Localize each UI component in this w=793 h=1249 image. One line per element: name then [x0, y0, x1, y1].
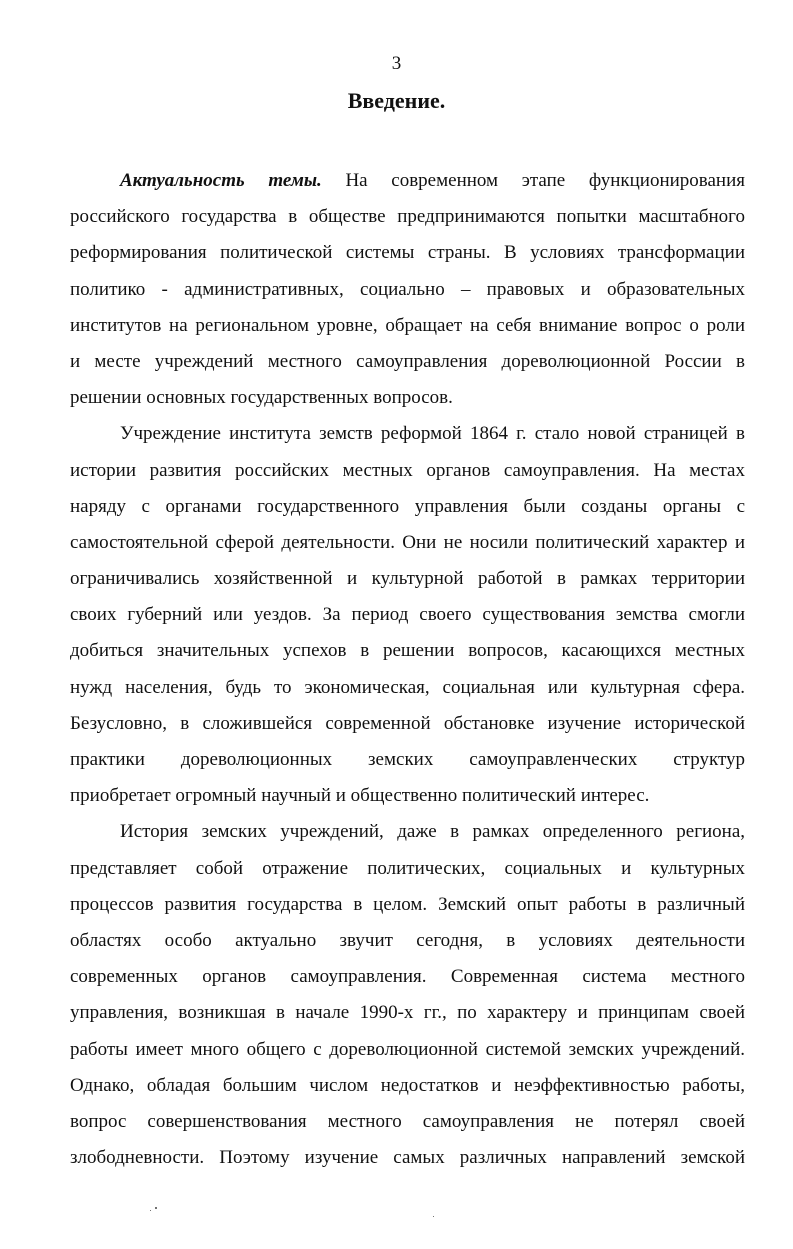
paragraph-zemstvo-institution [70, 416, 745, 814]
scan-speck [433, 1216, 434, 1217]
text-line: своих губерний или уездов. За период своего существования земства смогли [70, 604, 745, 626]
text-line: областях особо актуально звучит сегодня, в условиях деятельности [70, 929, 745, 951]
text-line: управления, возникшая в начале 1990-х гг., по характеру и принципам своей [70, 1002, 745, 1024]
text-line: и месте учреждений местного самоуправления дореволюционной России в [70, 350, 745, 372]
lead-phrase: Актуальность темы. [120, 170, 322, 191]
text-line: нужд населения, будь то экономическая, социальная или культурная сфера. [70, 676, 745, 698]
text-line: российского государства в обществе предпринимаются попытки масштабного [70, 206, 745, 228]
text-line: представляет собой отражение политических, социальных и культурных [70, 857, 745, 879]
text-line-content: На современном этапе функционирования [345, 170, 746, 191]
text-line: истории развития российских местных органов самоуправления. На местах [70, 459, 745, 481]
text-line: Однако, обладая большим числом недостатков и неэффективностью работы, [70, 1074, 745, 1096]
scan-speck [150, 1210, 151, 1211]
text-line: добиться значительных успехов в решении вопросов, касающихся местных [70, 640, 745, 662]
text-line: реформирования политической системы страны. В условиях трансформации [70, 242, 745, 264]
text-line: Безусловно, в сложившейся современной обстановке изучение исторической [70, 712, 745, 734]
text-line: ограничивались хозяйственной и культурной работой в рамках территории [70, 568, 745, 590]
text-line: процессов развития государства в целом. Земский опыт работы в различный [70, 893, 745, 915]
text-line: вопрос совершенствования местного самоуправления не потерял своей [70, 1110, 745, 1132]
scan-speck [155, 1207, 157, 1209]
page-number: 3 [391, 53, 402, 74]
body-text [70, 163, 745, 1176]
paragraph-zemstvo-history [70, 814, 745, 1176]
text-line [70, 163, 745, 199]
text-line: приобретает огромный научный и общественно политический интерес. [70, 785, 650, 807]
text-line: наряду с органами государственного управления были созданы органы с [70, 495, 745, 517]
text-line: практики дореволюционных земских самоуправленческих структур [70, 749, 745, 770]
text-line: решении основных государственных вопросов. [70, 387, 453, 409]
paragraph-relevance [70, 163, 745, 416]
page-title: Введение. [347, 88, 446, 113]
text-line: современных органов самоуправления. Современная система местного [70, 966, 745, 988]
text-line: самостоятельной сферой деятельности. Они не носили политический характер и [70, 531, 745, 553]
text-line: политико - административных, социально – правовых и образовательных [70, 278, 745, 300]
text-line: Учреждение института земств реформой 1864 г. стало новой страницей в [120, 423, 745, 445]
text-line: злободневности. Поэтому изучение самых различных направлений земской [70, 1147, 745, 1169]
text-line: работы имеет много общего с дореволюционной системой земских учреждений. [70, 1038, 745, 1060]
text-line: История земских учреждений, даже в рамках определенного региона, [120, 821, 745, 843]
text-line: институтов на региональном уровне, обращает на себя внимание вопрос о роли [70, 314, 745, 336]
